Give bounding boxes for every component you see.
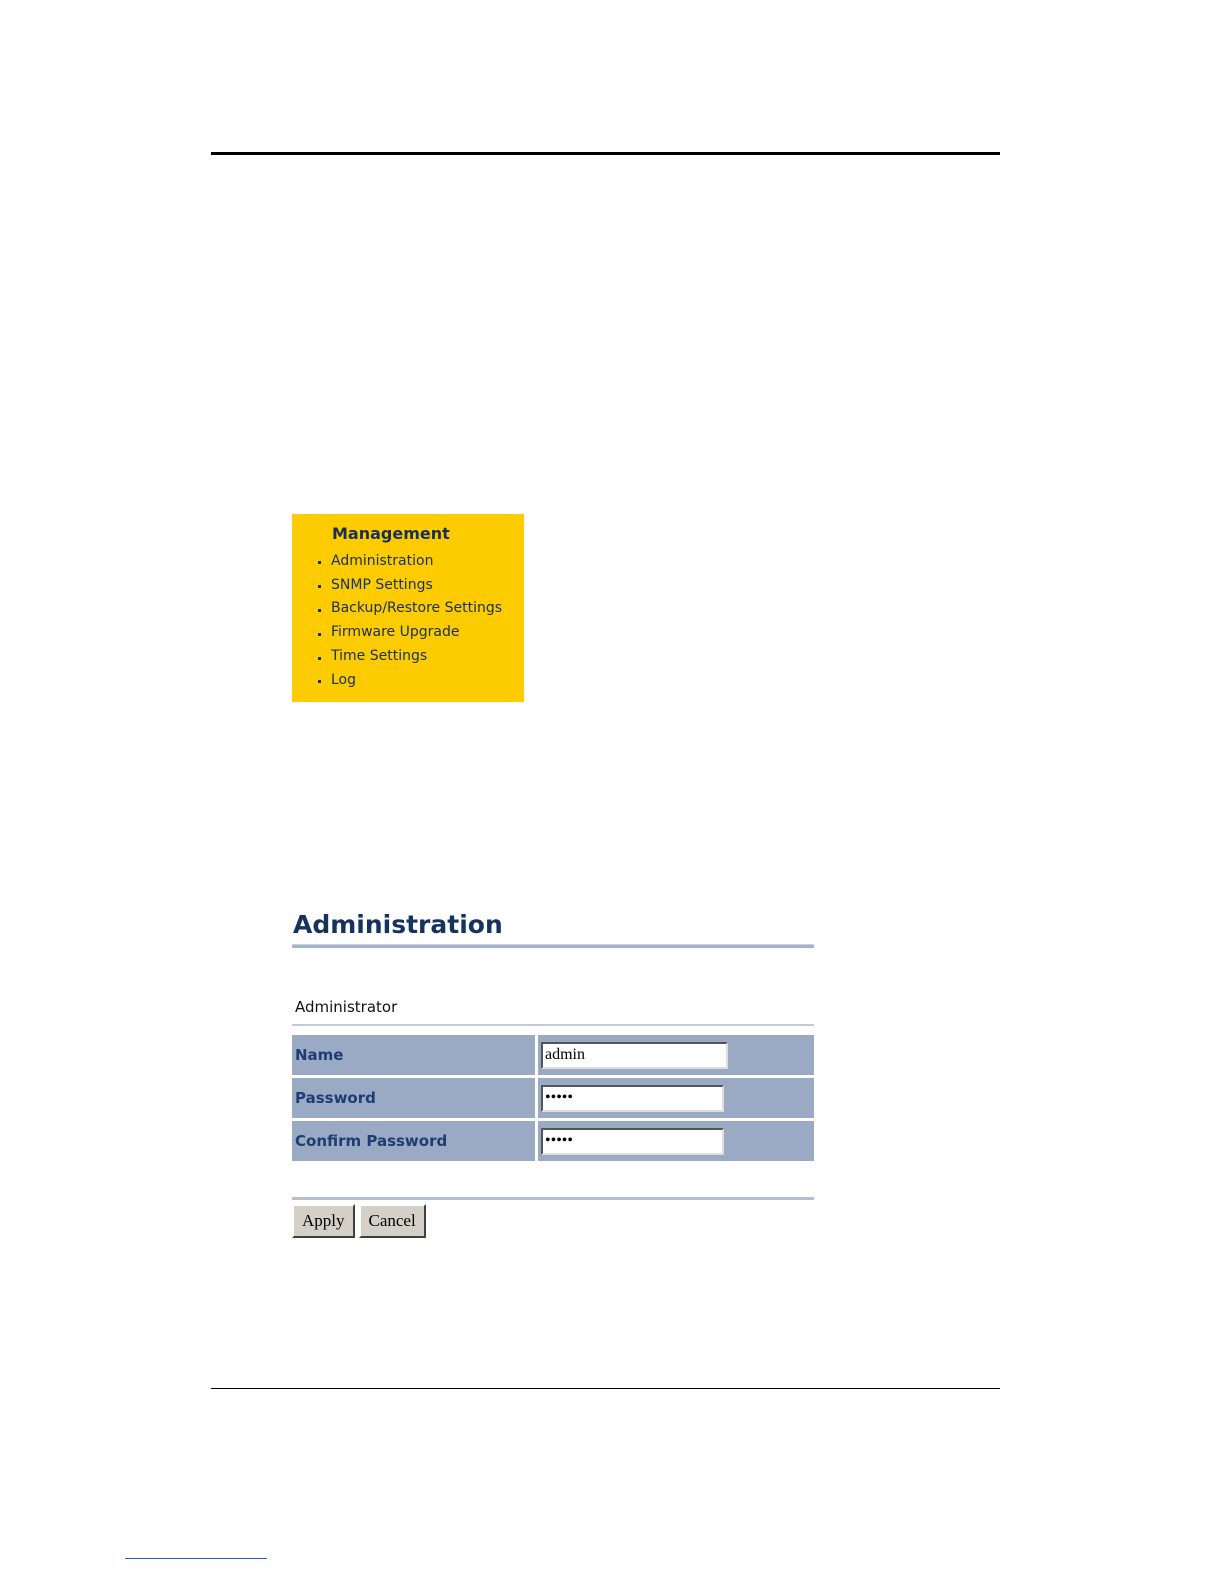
- confirm-password-input[interactable]: [541, 1128, 724, 1155]
- menu-item-backup-restore[interactable]: [292, 597, 524, 621]
- confirm-password-cell: [538, 1121, 814, 1161]
- name-label: Name: [292, 1035, 538, 1075]
- form-row-password: [292, 1078, 814, 1118]
- form-row-confirm-password: [292, 1121, 814, 1161]
- password-input[interactable]: [541, 1085, 724, 1112]
- section-label-administrator: Administrator: [295, 998, 398, 1016]
- name-input[interactable]: [541, 1042, 728, 1069]
- menu-item-log[interactable]: [292, 668, 524, 692]
- footnote-rule: [125, 1558, 267, 1559]
- bullet-icon: [318, 585, 321, 588]
- management-menu-title: Management: [332, 524, 450, 543]
- confirm-password-label: Confirm Password: [292, 1121, 538, 1161]
- form-row-name: [292, 1035, 814, 1075]
- password-cell: [538, 1078, 814, 1118]
- password-label: Password: [292, 1078, 538, 1118]
- menu-item-label: Administration: [331, 552, 434, 569]
- menu-item-label: Time Settings: [331, 648, 428, 665]
- footer-rule: [211, 1388, 1000, 1389]
- bullet-icon: [318, 680, 321, 683]
- administration-panel: [292, 906, 814, 1238]
- menu-item-label: Firmware Upgrade: [331, 624, 460, 641]
- form-bottom-divider: [292, 1197, 814, 1200]
- menu-item-administration[interactable]: [292, 549, 524, 573]
- menu-item-label: Log: [331, 671, 357, 688]
- menu-item-label: Backup/Restore Settings: [331, 600, 503, 617]
- apply-button[interactable]: Apply: [292, 1204, 355, 1238]
- page-title: Administration: [293, 910, 503, 939]
- cancel-button[interactable]: Cancel: [359, 1204, 426, 1238]
- admin-form-table: [292, 1032, 814, 1164]
- button-row: [292, 1204, 814, 1238]
- bullet-icon: [318, 633, 321, 636]
- bullet-icon: [318, 609, 321, 612]
- bullet-icon: [318, 657, 321, 660]
- bullet-icon: [318, 561, 321, 564]
- management-menu-list: [292, 549, 524, 692]
- menu-item-snmp-settings[interactable]: [292, 573, 524, 597]
- management-menu: [292, 514, 524, 702]
- section-divider: [292, 1024, 814, 1026]
- menu-item-label: SNMP Settings: [331, 576, 433, 593]
- menu-item-firmware-upgrade[interactable]: [292, 620, 524, 644]
- title-divider: [292, 944, 814, 948]
- name-cell: [538, 1035, 814, 1075]
- menu-item-time-settings[interactable]: [292, 644, 524, 668]
- header-rule: [211, 152, 1000, 155]
